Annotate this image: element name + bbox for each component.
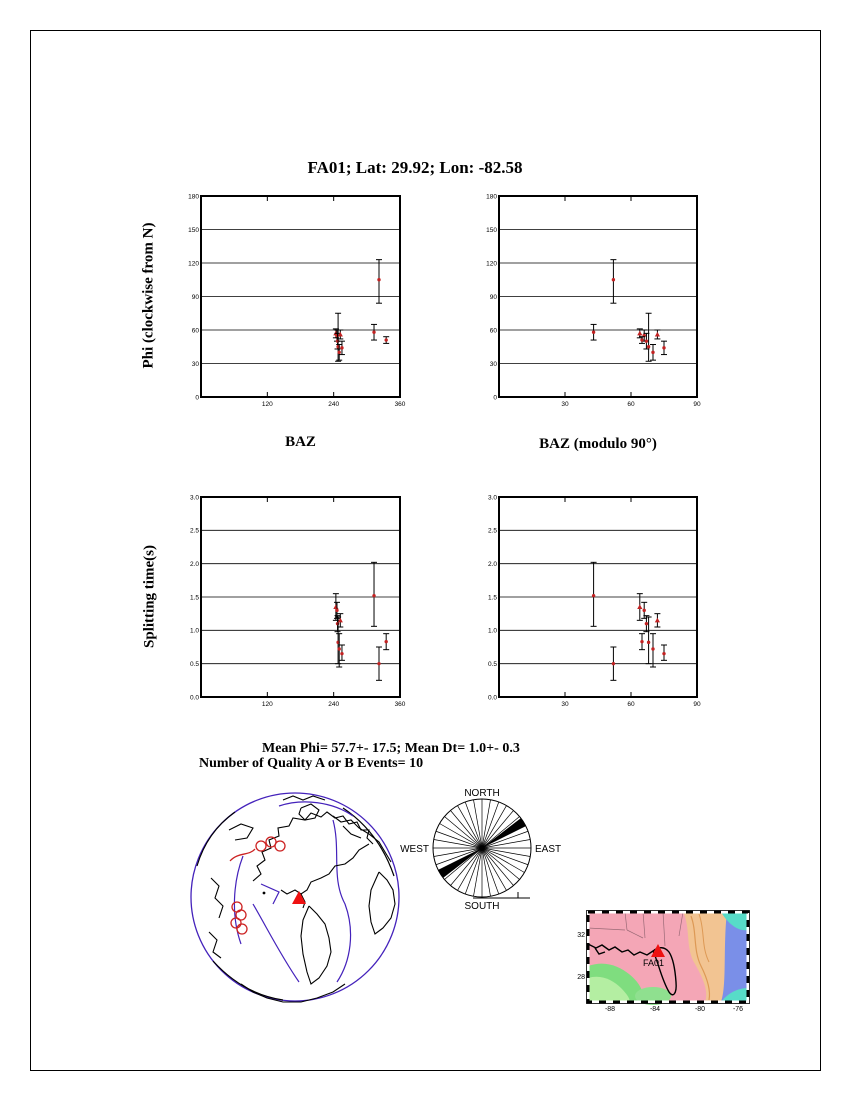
svg-text:180: 180 (486, 193, 497, 201)
svg-text:3.0: 3.0 (487, 494, 497, 502)
svg-text:0: 0 (493, 394, 497, 402)
svg-text:60: 60 (627, 701, 635, 708)
svg-text:90: 90 (693, 701, 701, 708)
rose-sectors (433, 799, 531, 898)
globe-projection (183, 786, 413, 1012)
map-xtick: -80 (694, 1006, 706, 1013)
svg-text:60: 60 (191, 327, 199, 335)
figure-title: FA01; Lat: 29.92; Lon: -82.58 (307, 158, 523, 177)
svg-text:1.5: 1.5 (189, 594, 199, 602)
svg-text:1.0: 1.0 (189, 627, 199, 635)
mean-summary-text: Mean Phi= 57.7+- 17.5; Mean Dt= 1.0+- 0.3 (262, 741, 520, 756)
svg-text:1.0: 1.0 (487, 627, 497, 635)
svg-text:0.5: 0.5 (487, 660, 497, 668)
map-station-label: FA01 (643, 958, 665, 968)
svg-text:2.5: 2.5 (487, 527, 497, 535)
phi-vs-baz-chart (179, 190, 409, 413)
svg-text:240: 240 (328, 701, 340, 708)
event-circles (230, 837, 285, 934)
svg-text:2.0: 2.0 (487, 560, 497, 568)
phi-axis-label: Phi (clockwise from N) (140, 222, 157, 369)
dt-vs-baz-mod90-chart (477, 491, 706, 713)
svg-text:3.0: 3.0 (189, 494, 199, 502)
location-map (575, 906, 760, 1016)
svg-text:120: 120 (486, 260, 497, 268)
event-count-text: Number of Quality A or B Events= 10 (199, 756, 424, 771)
svg-text:2.5: 2.5 (189, 527, 199, 535)
baz-mod-axis-label: BAZ (modulo 90°) (539, 436, 657, 452)
phi-vs-baz-mod90-svg (477, 190, 706, 413)
rose-west-label: WEST (400, 844, 429, 855)
dt-vs-baz-svg (179, 491, 409, 713)
svg-text:240: 240 (328, 401, 340, 408)
baz-axis-label: BAZ (285, 434, 316, 450)
svg-text:120: 120 (261, 701, 273, 708)
station-triangle-icon (292, 891, 306, 904)
dt-axis-label: Splitting time(s) (141, 545, 158, 648)
rose-east-label: EAST (535, 844, 562, 855)
svg-text:30: 30 (561, 701, 569, 708)
map-ytick: 28 (577, 974, 585, 981)
globe-rim (191, 793, 399, 1001)
phi-vs-baz-svg (179, 190, 409, 413)
dt-vs-baz-chart (179, 491, 409, 713)
svg-text:90: 90 (489, 293, 497, 301)
svg-text:30: 30 (489, 360, 497, 368)
map-xtick: -84 (649, 1006, 661, 1013)
dt-vs-baz-mod90-svg (477, 491, 706, 713)
map-ytick: 32 (577, 932, 585, 939)
rose-south-label: SOUTH (464, 901, 500, 912)
projection-center-dot (263, 892, 266, 895)
svg-text:0: 0 (195, 394, 199, 402)
rose-north-label: NORTH (464, 788, 500, 799)
svg-text:1.5: 1.5 (487, 594, 497, 602)
svg-text:120: 120 (261, 401, 273, 408)
svg-text:30: 30 (561, 401, 569, 408)
map-xtick: -88 (604, 1006, 616, 1013)
svg-text:0.0: 0.0 (189, 694, 199, 702)
phi-vs-baz-mod90-chart (477, 190, 706, 413)
svg-text:150: 150 (188, 226, 199, 234)
svg-text:180: 180 (188, 193, 199, 201)
svg-text:360: 360 (394, 701, 406, 708)
svg-text:150: 150 (486, 226, 497, 234)
svg-text:0.5: 0.5 (189, 660, 199, 668)
svg-text:2.0: 2.0 (189, 560, 199, 568)
svg-text:90: 90 (693, 401, 701, 408)
event-path (230, 849, 255, 861)
svg-text:120: 120 (188, 260, 199, 268)
svg-text:90: 90 (191, 293, 199, 301)
svg-text:360: 360 (394, 401, 406, 408)
rose-diagram (398, 782, 583, 917)
svg-text:0.0: 0.0 (487, 694, 497, 702)
svg-text:60: 60 (489, 327, 497, 335)
svg-text:30: 30 (191, 360, 199, 368)
svg-text:60: 60 (627, 401, 635, 408)
map-xtick: -76 (732, 1006, 744, 1013)
